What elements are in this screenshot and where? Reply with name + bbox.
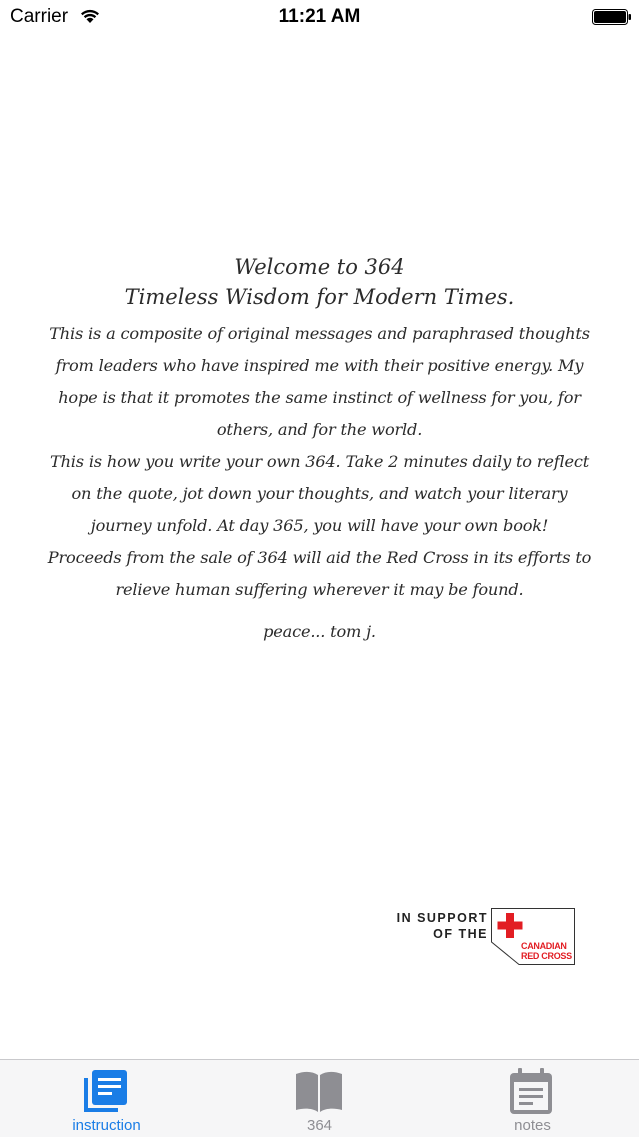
status-bar (0, 0, 639, 40)
proceeds-paragraph: Proceeds from the sale of 364 will aid the Red Cross in its efforts to relieve human suffering wherever it may be found. (47, 548, 592, 599)
support-text-line-1: IN SUPPORT (396, 911, 488, 925)
document-list-icon (81, 1066, 131, 1116)
tab-instruction[interactable] (0, 1060, 213, 1137)
carrier-label: Carrier (10, 6, 69, 27)
canadian-red-cross-label (521, 941, 572, 961)
welcome-title: Welcome to 364 (234, 255, 405, 279)
signoff: peace... tom j. (263, 622, 376, 641)
support-text-line-2: OF THE (433, 927, 488, 941)
red-cross-support-logo (390, 908, 576, 968)
intro-paragraph: This is a composite of original messages and paraphrased thoughts from leaders who have inspired me with their positive energy. My hope is that it promotes the same instinct of wellness for you, for others, and for the world. (49, 324, 590, 439)
tab-bar (0, 1059, 639, 1137)
welcome-content (40, 252, 599, 648)
status-time: 11:21 AM (278, 6, 361, 27)
tab-label-notes: notes (514, 1117, 551, 1134)
welcome-subtitle: Timeless Wisdom for Modern Times. (124, 285, 515, 309)
open-book-icon (294, 1066, 344, 1116)
tab-label-364: 364 (306, 1117, 333, 1134)
battery-icon (592, 9, 632, 25)
tab-364[interactable] (213, 1060, 426, 1137)
calendar-note-icon (506, 1066, 556, 1116)
instructions-paragraph: This is how you write your own 364. Take 2 minutes daily to reflect on the quote, jot down your thoughts, and watch your literary journey unfold. At day 365, you will have your own book! (49, 452, 590, 535)
org-line-2: RED CROSS (521, 951, 572, 961)
tab-notes[interactable] (426, 1060, 639, 1137)
tab-label-instruction: instruction (72, 1117, 141, 1134)
org-line-1: CANADIAN (521, 941, 567, 951)
